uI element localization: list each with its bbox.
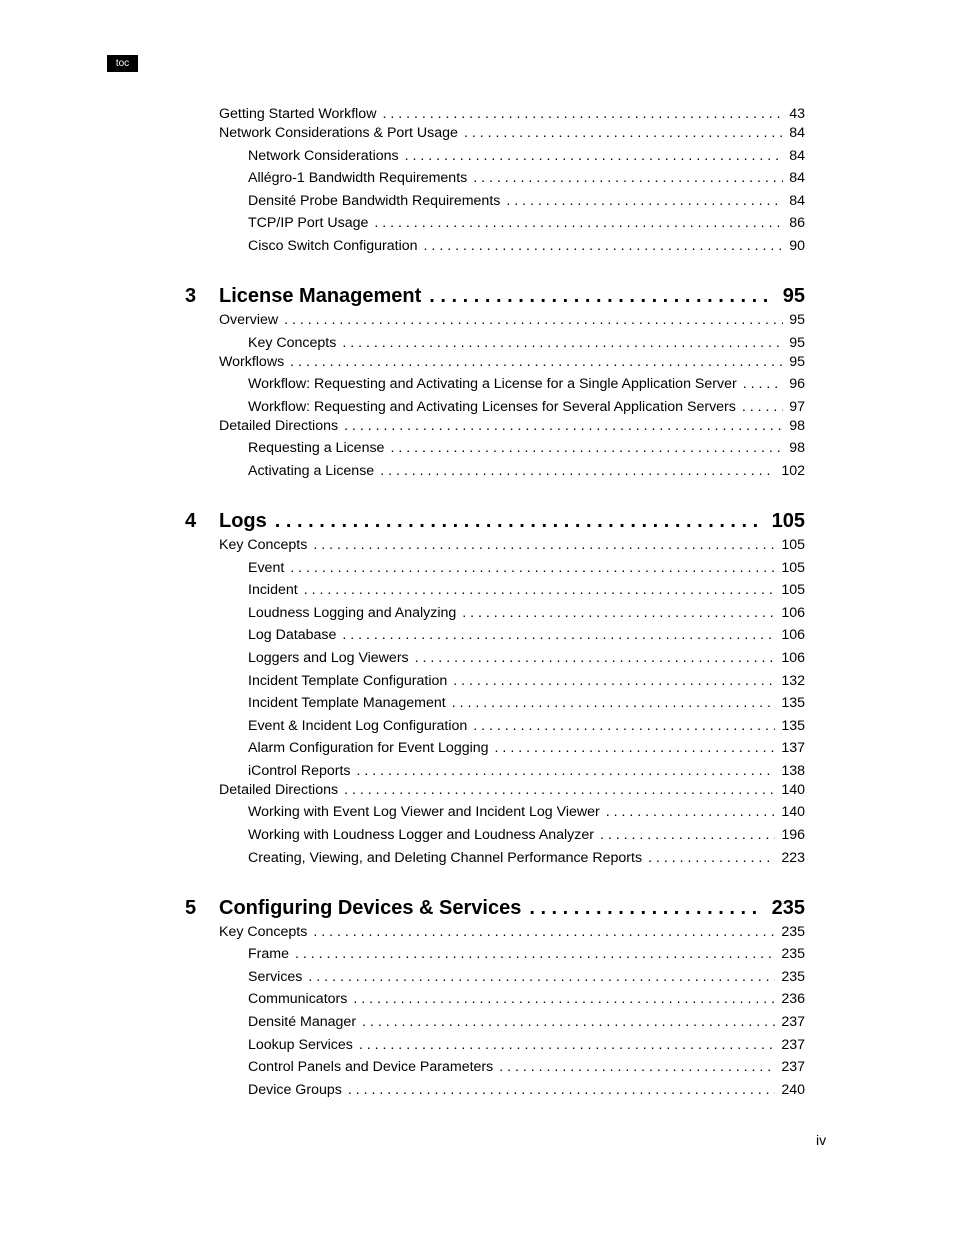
dot-leader	[464, 125, 783, 142]
toc-section-entry[interactable]	[219, 312, 805, 329]
dot-leader	[473, 718, 775, 735]
entry-title: Incident Template Management	[248, 695, 446, 712]
dot-leader	[529, 896, 763, 920]
dot-leader	[275, 509, 764, 533]
dot-leader	[290, 354, 783, 371]
entry-page-number: 102	[781, 462, 805, 479]
entry-page-number: 135	[781, 717, 805, 734]
dot-leader	[304, 582, 776, 599]
dot-leader	[344, 782, 775, 799]
entry-page-number: 84	[789, 125, 805, 141]
entry-page-number: 84	[789, 170, 805, 187]
entry-page-number: 237	[781, 1059, 805, 1076]
entry-page-number: 140	[781, 781, 805, 798]
toc-subsection-entry[interactable]	[248, 718, 805, 735]
dot-leader	[362, 1014, 775, 1031]
entry-title: Densité Probe Bandwidth Requirements	[248, 192, 501, 209]
entry-page-number: 235	[781, 946, 805, 963]
dot-leader	[380, 463, 775, 480]
entry-page-number: 96	[789, 376, 805, 393]
toc-subsection-entry[interactable]	[248, 148, 805, 165]
dot-leader	[348, 1082, 775, 1099]
toc-subsection-entry[interactable]	[248, 695, 805, 712]
dot-leader	[284, 312, 783, 329]
entry-page-number: 105	[781, 559, 805, 576]
entry-title: Cisco Switch Configuration	[248, 237, 418, 254]
entry-page-number: 105	[781, 582, 805, 599]
entry-page-number: 95	[789, 334, 805, 351]
entry-page-number: 98	[789, 440, 805, 457]
toc-subsection-entry[interactable]	[248, 1014, 805, 1031]
dot-leader	[342, 335, 783, 352]
entry-title: Services	[248, 968, 303, 985]
dot-leader	[353, 991, 775, 1008]
toc-subsection-entry[interactable]	[248, 605, 805, 622]
toc-tag: toc	[107, 55, 138, 72]
toc-subsection-entry[interactable]	[248, 827, 805, 844]
entry-title: Creating, Viewing, and Deleting Channel Performance Reports	[248, 849, 643, 866]
dot-leader	[742, 399, 783, 416]
entry-page-number: 90	[789, 237, 805, 254]
entry-page-number: 196	[781, 827, 805, 844]
entry-title: Working with Event Log Viewer and Incident Log Viewer	[248, 804, 600, 821]
dot-leader	[359, 1037, 775, 1054]
entry-page-number: 84	[789, 147, 805, 164]
entry-title: Logs	[219, 509, 267, 532]
dot-leader	[506, 193, 783, 210]
chapter-number: 4	[185, 509, 197, 532]
toc-subsection-entry[interactable]	[248, 1082, 805, 1099]
toc-subsection-entry[interactable]	[248, 170, 805, 187]
entry-title: Key Concepts	[219, 923, 308, 940]
entry-title: Alarm Configuration for Event Logging	[248, 740, 489, 757]
entry-title: Overview	[219, 311, 279, 328]
entry-title: Event	[248, 559, 285, 576]
entry-page-number: 95	[789, 353, 805, 370]
entry-page-number: 105	[771, 509, 805, 532]
entry-title: Device Groups	[248, 1081, 342, 1098]
toc-subsection-entry[interactable]	[248, 335, 805, 352]
entry-title: Network Considerations & Port Usage	[219, 125, 458, 141]
entry-page-number: 105	[781, 536, 805, 553]
entry-title: Key Concepts	[219, 536, 308, 553]
dot-leader	[390, 440, 783, 457]
entry-page-number: 237	[781, 1014, 805, 1031]
entry-title: Getting Started Workflow	[219, 106, 377, 122]
entry-page-number: 84	[789, 192, 805, 209]
entry-page-number: 138	[781, 762, 805, 779]
chapter-number: 5	[185, 896, 197, 919]
dot-leader	[415, 650, 776, 667]
entry-title: Incident	[248, 582, 298, 599]
toc-section-entry[interactable]	[219, 354, 805, 371]
entry-title: Workflow: Requesting and Activating a License for a Single Application Server	[248, 376, 737, 393]
toc-subsection-entry[interactable]	[248, 969, 805, 986]
toc-subsection-entry[interactable]	[248, 850, 805, 867]
toc-chapter-heading[interactable]	[185, 509, 805, 533]
entry-page-number: 43	[789, 106, 805, 122]
toc-subsection-entry[interactable]	[248, 740, 805, 757]
toc-subsection-entry[interactable]	[248, 763, 805, 780]
toc-subsection-entry[interactable]	[248, 627, 805, 644]
entry-page-number: 235	[781, 923, 805, 940]
toc-chapter-heading[interactable]	[185, 284, 805, 308]
entry-title: Loggers and Log Viewers	[248, 649, 409, 666]
entry-page-number: 86	[789, 215, 805, 232]
entry-title: Detailed Directions	[219, 417, 339, 434]
entry-page-number: 106	[781, 627, 805, 644]
entry-page-number: 137	[781, 740, 805, 757]
entry-title: TCP/IP Port Usage	[248, 215, 369, 232]
entry-title: Activating a License	[248, 462, 375, 479]
toc-subsection-entry[interactable]	[248, 650, 805, 667]
dot-leader	[357, 763, 776, 780]
toc-subsection-entry[interactable]	[248, 1037, 805, 1054]
dot-leader	[342, 627, 775, 644]
entry-page-number: 98	[789, 417, 805, 434]
dot-leader	[374, 215, 783, 232]
dot-leader	[462, 605, 775, 622]
toc-subsection-entry[interactable]	[248, 238, 805, 255]
toc-subsection-entry[interactable]	[248, 193, 805, 210]
toc-section-entry[interactable]	[219, 782, 805, 799]
table-of-contents	[185, 106, 805, 1099]
dot-leader	[344, 418, 783, 435]
dot-leader	[313, 537, 775, 554]
entry-title: Event & Incident Log Configuration	[248, 717, 468, 734]
entry-page-number: 135	[781, 695, 805, 712]
dot-leader	[743, 376, 784, 393]
dot-leader	[453, 673, 775, 690]
entry-title: Frame	[248, 946, 289, 963]
toc-section-entry[interactable]	[219, 418, 805, 435]
toc-section-entry[interactable]	[219, 125, 805, 142]
dot-leader	[382, 106, 783, 123]
entry-title: Workflows	[219, 353, 285, 370]
entry-title: Working with Loudness Logger and Loudness Analyzer	[248, 827, 594, 844]
toc-subsection-entry[interactable]	[248, 463, 805, 480]
dot-leader	[495, 740, 776, 757]
dot-leader	[452, 695, 776, 712]
toc-subsection-entry[interactable]	[248, 991, 805, 1008]
entry-title: Loudness Logging and Analyzing	[248, 604, 457, 621]
dot-leader	[473, 170, 783, 187]
toc-section-entry[interactable]	[219, 106, 805, 123]
entry-page-number: 106	[781, 604, 805, 621]
entry-page-number: 106	[781, 649, 805, 666]
entry-title: Network Considerations	[248, 147, 399, 164]
entry-title: Detailed Directions	[219, 781, 339, 798]
dot-leader	[600, 827, 775, 844]
dot-leader	[405, 148, 784, 165]
toc-subsection-entry[interactable]	[248, 399, 805, 416]
dot-leader	[308, 969, 775, 986]
toc-subsection-entry[interactable]	[248, 560, 805, 577]
toc-subsection-entry[interactable]	[248, 582, 805, 599]
entry-page-number: 235	[771, 896, 805, 919]
entry-page-number: 237	[781, 1036, 805, 1053]
entry-title: License Management	[219, 284, 422, 307]
entry-page-number: 140	[781, 804, 805, 821]
toc-section-entry[interactable]	[219, 924, 805, 941]
entry-title: Log Database	[248, 627, 337, 644]
entry-page-number: 235	[781, 968, 805, 985]
dot-leader	[424, 238, 784, 255]
entry-title: Allégro-1 Bandwidth Requirements	[248, 170, 468, 187]
entry-page-number: 132	[781, 672, 805, 689]
dot-leader	[429, 284, 774, 308]
entry-title: Incident Template Configuration	[248, 672, 448, 689]
entry-title: Key Concepts	[248, 334, 337, 351]
dot-leader	[295, 946, 775, 963]
toc-subsection-entry[interactable]	[248, 440, 805, 457]
dot-leader	[499, 1059, 775, 1076]
dot-leader	[290, 560, 775, 577]
toc-subsection-entry[interactable]	[248, 215, 805, 232]
entry-title: Densité Manager	[248, 1014, 357, 1031]
entry-page-number: 223	[781, 849, 805, 866]
page-number: iv	[816, 1132, 827, 1148]
dot-leader	[648, 850, 775, 867]
dot-leader	[606, 804, 776, 821]
entry-title: Requesting a License	[248, 440, 385, 457]
entry-title: Communicators	[248, 991, 348, 1008]
dot-leader	[313, 924, 775, 941]
entry-title: Control Panels and Device Parameters	[248, 1059, 494, 1076]
entry-title: Workflow: Requesting and Activating Licenses for Several Application Servers	[248, 398, 736, 415]
entry-page-number: 95	[782, 284, 805, 307]
entry-title: Configuring Devices & Services	[219, 896, 522, 919]
toc-subsection-entry[interactable]	[248, 804, 805, 821]
entry-title: iControl Reports	[248, 762, 351, 779]
chapter-number: 3	[185, 284, 197, 307]
entry-page-number: 97	[789, 398, 805, 415]
entry-page-number: 95	[789, 311, 805, 328]
toc-subsection-entry[interactable]	[248, 376, 805, 393]
toc-chapter-heading[interactable]	[185, 896, 805, 920]
toc-subsection-entry[interactable]	[248, 946, 805, 963]
toc-subsection-entry[interactable]	[248, 673, 805, 690]
entry-page-number: 240	[781, 1081, 805, 1098]
toc-subsection-entry[interactable]	[248, 1059, 805, 1076]
toc-section-entry[interactable]	[219, 537, 805, 554]
entry-page-number: 236	[781, 991, 805, 1008]
entry-title: Lookup Services	[248, 1036, 353, 1053]
